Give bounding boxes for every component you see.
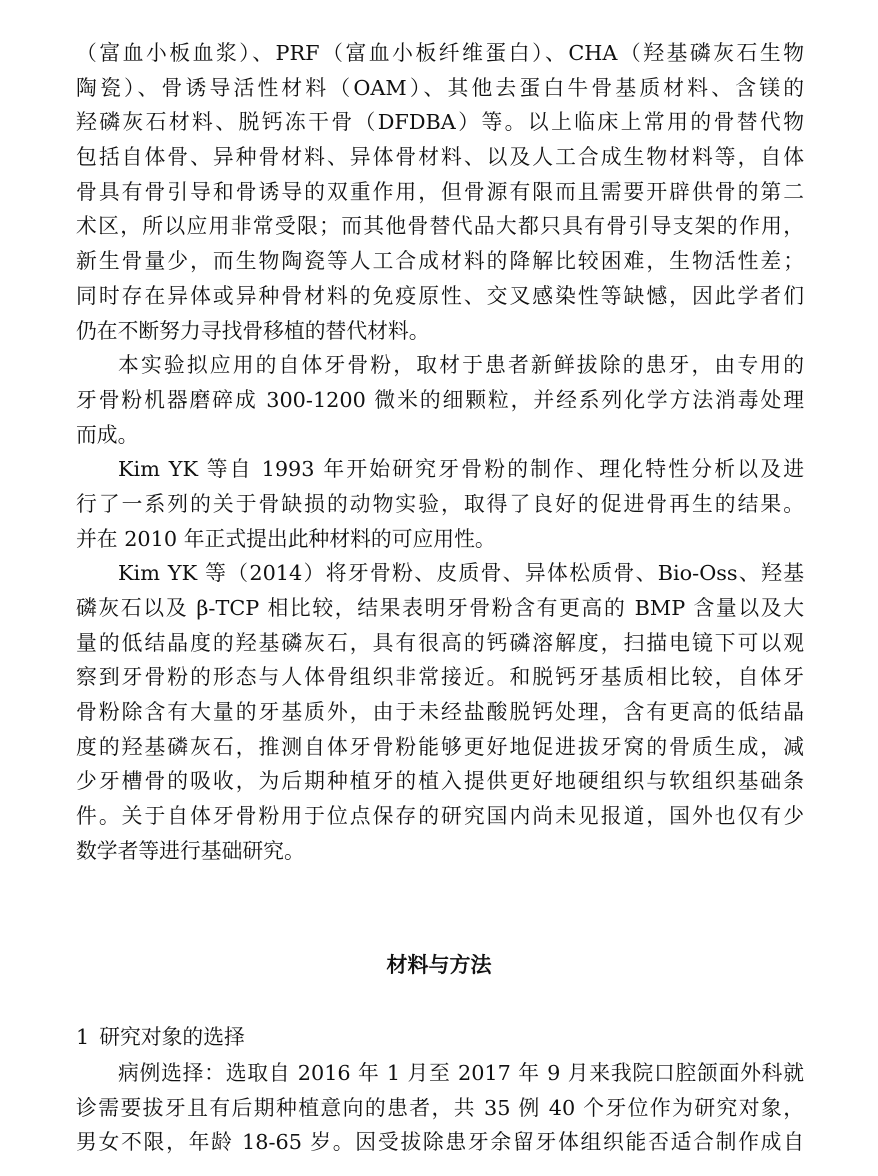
text-line: 新生骨量少，而生物陶瓷等人工合成材料的降解比较困难，生物活性差；	[76, 249, 804, 274]
text-line: 包括自体骨、异种骨材料、异体骨材料、以及人工合成生物材料等，自体	[76, 145, 804, 170]
text-line: 并在 2010 年正式提出此种材料的可应用性。	[76, 526, 496, 551]
text-line: 男女不限，年龄 18-65 岁。因受拔除患牙余留牙体组织能否适合制作成自	[76, 1130, 804, 1155]
text-line: 诊需要拔牙且有后期种植意向的患者，共 35 例 40 个牙位作为研究对象，	[76, 1095, 804, 1120]
text-line: 磷灰石以及 β-TCP 相比较，结果表明牙骨粉含有更高的 BMP 含量以及大	[76, 596, 804, 620]
paragraph-kim-2014	[76, 556, 804, 868]
body-text-upper	[76, 36, 804, 869]
text-line: 同时存在异体或异种骨材料的免疫原性、交叉感染性等缺憾，因此学者们	[76, 283, 804, 308]
text-line: 而成。	[76, 422, 139, 447]
text-line: 量的低结晶度的羟基磷灰石，具有很高的钙磷溶解度，扫描电镜下可以观	[76, 630, 804, 655]
text-line: 察到牙骨粉的形态与人体骨组织非常接近。和脱钙牙基质相比较，自体牙	[76, 665, 804, 690]
paragraph-case-selection	[76, 1056, 804, 1160]
subsection-heading	[76, 1020, 245, 1054]
text-line: 骨具有骨引导和骨诱导的双重作用，但骨源有限而且需要开辟供骨的第二	[76, 179, 804, 204]
subsection-title: 研究对象的选择	[99, 1025, 245, 1049]
text-line: 行了一系列的关于骨缺损的动物实验，取得了良好的促进骨再生的结果。	[76, 491, 804, 516]
paragraph-tooth-bone-powder	[76, 348, 804, 452]
text-line: 骨粉除含有大量的牙基质外，由于未经盐酸脱钙处理，含有更高的低结晶	[76, 700, 804, 725]
text-line: 件。关于自体牙骨粉用于位点保存的研究国内尚未见报道，国外也仅有少	[76, 804, 804, 829]
text-line: （富血小板血浆）、PRF（富血小板纤维蛋白）、CHA（羟基磷灰石生物	[76, 41, 804, 65]
text-line: Kim YK 等自 1993 年开始研究牙骨粉的制作、理化特性分析以及进	[118, 457, 804, 482]
text-line: 少牙槽骨的吸收，为后期种植牙的植入提供更好地硬组织与软组织基础条	[76, 769, 804, 794]
body-text-lower	[76, 1056, 804, 1160]
text-line: 数学者等进行基础研究。	[76, 838, 305, 863]
text-line: 仍在不断努力寻找骨移植的替代材料。	[76, 318, 430, 343]
intro-paragraph	[76, 36, 804, 348]
subsection-number: 1	[76, 1025, 90, 1049]
text-line: 病例选择：选取自 2016 年 1 月至 2017 年 9 月来我院口腔颌面外科就	[118, 1061, 804, 1085]
text-line: Kim YK 等（2014）将牙骨粉、皮质骨、异体松质骨、Bio-Oss、羟基	[118, 561, 804, 586]
text-line: 术区，所以应用非常受限；而其他骨替代品大都只具有骨引导支架的作用，	[76, 214, 804, 239]
text-line: 牙骨粉机器磨碎成 300-1200 微米的细颗粒，并经系列化学方法消毒处理	[76, 387, 804, 412]
paragraph-kim-1993	[76, 452, 804, 556]
text-line: 羟磷灰石材料、脱钙冻干骨（DFDBA）等。以上临床上常用的骨替代物	[76, 110, 804, 135]
section-heading: 材料与方法	[386, 953, 492, 977]
text-line: 陶瓷）、骨诱导活性材料（OAM）、其他去蛋白牛骨基质材料、含镁的	[76, 75, 804, 100]
text-line: 度的羟基磷灰石，推测自体牙骨粉能够更好地促进拔牙窝的骨质生成，减	[76, 734, 804, 759]
text-line: 本实验拟应用的自体牙骨粉，取材于患者新鲜拔除的患牙，由专用的	[118, 353, 804, 378]
